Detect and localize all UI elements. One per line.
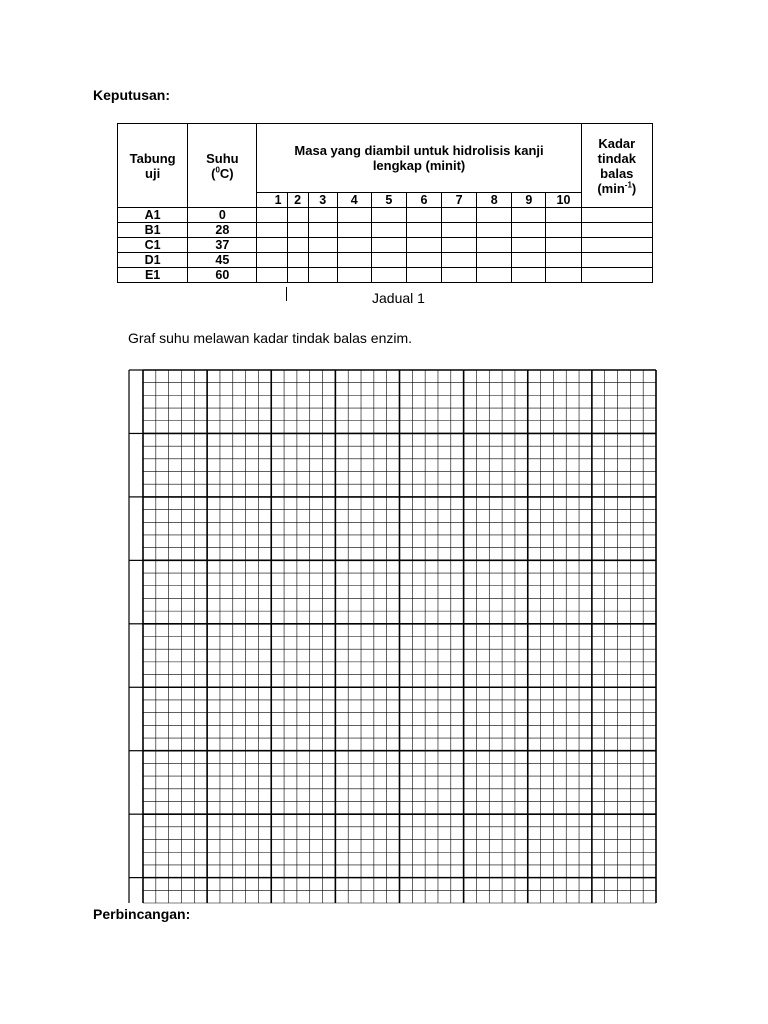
empty-cell [337, 223, 371, 238]
empty-cell [581, 268, 652, 283]
header-suhu-unit: ($^0$C) [211, 165, 234, 181]
empty-cell [581, 238, 652, 253]
empty-cell [546, 238, 581, 253]
empty-cell [546, 223, 581, 238]
empty-cell [308, 238, 337, 253]
table-row [118, 238, 653, 253]
empty-cell [287, 223, 308, 238]
minute-cell: 5 [371, 193, 406, 208]
minute-cell: 10 [546, 193, 581, 208]
table-row [118, 208, 653, 223]
results-table [117, 123, 653, 283]
empty-cell [406, 253, 441, 268]
empty-cell [442, 238, 477, 253]
header-kadar-label: Kadar tindak balas [597, 135, 636, 181]
graph-paper [126, 367, 660, 912]
graph-paper-grid [126, 367, 660, 907]
tabung-cell: C1 [118, 238, 188, 253]
empty-cell [512, 253, 546, 268]
empty-cell [287, 208, 308, 223]
empty-cell [287, 253, 308, 268]
empty-cell [581, 253, 652, 268]
empty-cell [406, 268, 441, 283]
empty-cell [512, 238, 546, 253]
empty-cell [337, 208, 371, 223]
empty-cell [442, 253, 477, 268]
header-kadar-unit: $(\min^{-1})$ [597, 180, 637, 196]
empty-cell [477, 238, 512, 253]
minute-cell: 6 [406, 193, 441, 208]
minute-cell: 4 [337, 193, 371, 208]
minute-cell: 2 [287, 193, 308, 208]
empty-cell [308, 223, 337, 238]
suhu-cell: 37 [188, 238, 257, 253]
empty-cell [477, 268, 512, 283]
empty-cell [477, 223, 512, 238]
empty-cell [337, 268, 371, 283]
suhu-cell: 28 [188, 223, 257, 238]
empty-cell [371, 268, 406, 283]
empty-cell [581, 208, 652, 223]
tabung-cell: A1 [118, 208, 188, 223]
perbincangan-heading: Perbincangan: [93, 906, 191, 922]
empty-cell [477, 208, 512, 223]
tabung-cell: E1 [118, 268, 188, 283]
empty-cell [512, 208, 546, 223]
empty-cell [406, 238, 441, 253]
empty-cell [308, 268, 337, 283]
empty-cell [512, 223, 546, 238]
empty-cell [337, 238, 371, 253]
table-row [118, 253, 653, 268]
suhu-cell: 45 [188, 253, 257, 268]
empty-cell [546, 208, 581, 223]
empty-cell [257, 253, 287, 268]
empty-cell [257, 223, 287, 238]
empty-cell [371, 253, 406, 268]
table-caption: Jadual 1 [372, 290, 425, 306]
tabung-cell: D1 [118, 253, 188, 268]
empty-cell [512, 268, 546, 283]
header-kadar [581, 124, 652, 208]
header-masa: Masa yang diambil untuk hidrolisis kanji lengkap (minit) [257, 124, 581, 193]
empty-cell [546, 253, 581, 268]
keputusan-heading: Keputusan: [93, 87, 170, 103]
minute-cell: 8 [477, 193, 512, 208]
minute-cell: 1 [257, 193, 287, 208]
empty-cell [442, 223, 477, 238]
caption-leader-line [286, 287, 287, 301]
empty-cell [257, 208, 287, 223]
minute-cell: 9 [512, 193, 546, 208]
header-suhu-label: Suhu [206, 150, 239, 166]
empty-cell [257, 268, 287, 283]
header-tabung-uji: Tabung uji [118, 124, 188, 208]
table-row [118, 268, 653, 283]
suhu-cell: 60 [188, 268, 257, 283]
empty-cell [308, 208, 337, 223]
tabung-cell: B1 [118, 223, 188, 238]
empty-cell [546, 268, 581, 283]
table-row [118, 223, 653, 238]
empty-cell [371, 208, 406, 223]
empty-cell [287, 268, 308, 283]
minute-cell: 3 [308, 193, 337, 208]
header-suhu [188, 124, 257, 208]
empty-cell [442, 208, 477, 223]
empty-cell [308, 253, 337, 268]
empty-cell [337, 253, 371, 268]
empty-cell [406, 223, 441, 238]
empty-cell [477, 253, 512, 268]
empty-cell [257, 238, 287, 253]
empty-cell [371, 223, 406, 238]
header-row [118, 124, 653, 193]
empty-cell [371, 238, 406, 253]
empty-cell [581, 223, 652, 238]
empty-cell [442, 268, 477, 283]
graph-caption: Graf suhu melawan kadar tindak balas enzim. [128, 330, 413, 346]
empty-cell [287, 238, 308, 253]
suhu-cell: 0 [188, 208, 257, 223]
minute-cell: 7 [442, 193, 477, 208]
empty-cell [406, 208, 441, 223]
